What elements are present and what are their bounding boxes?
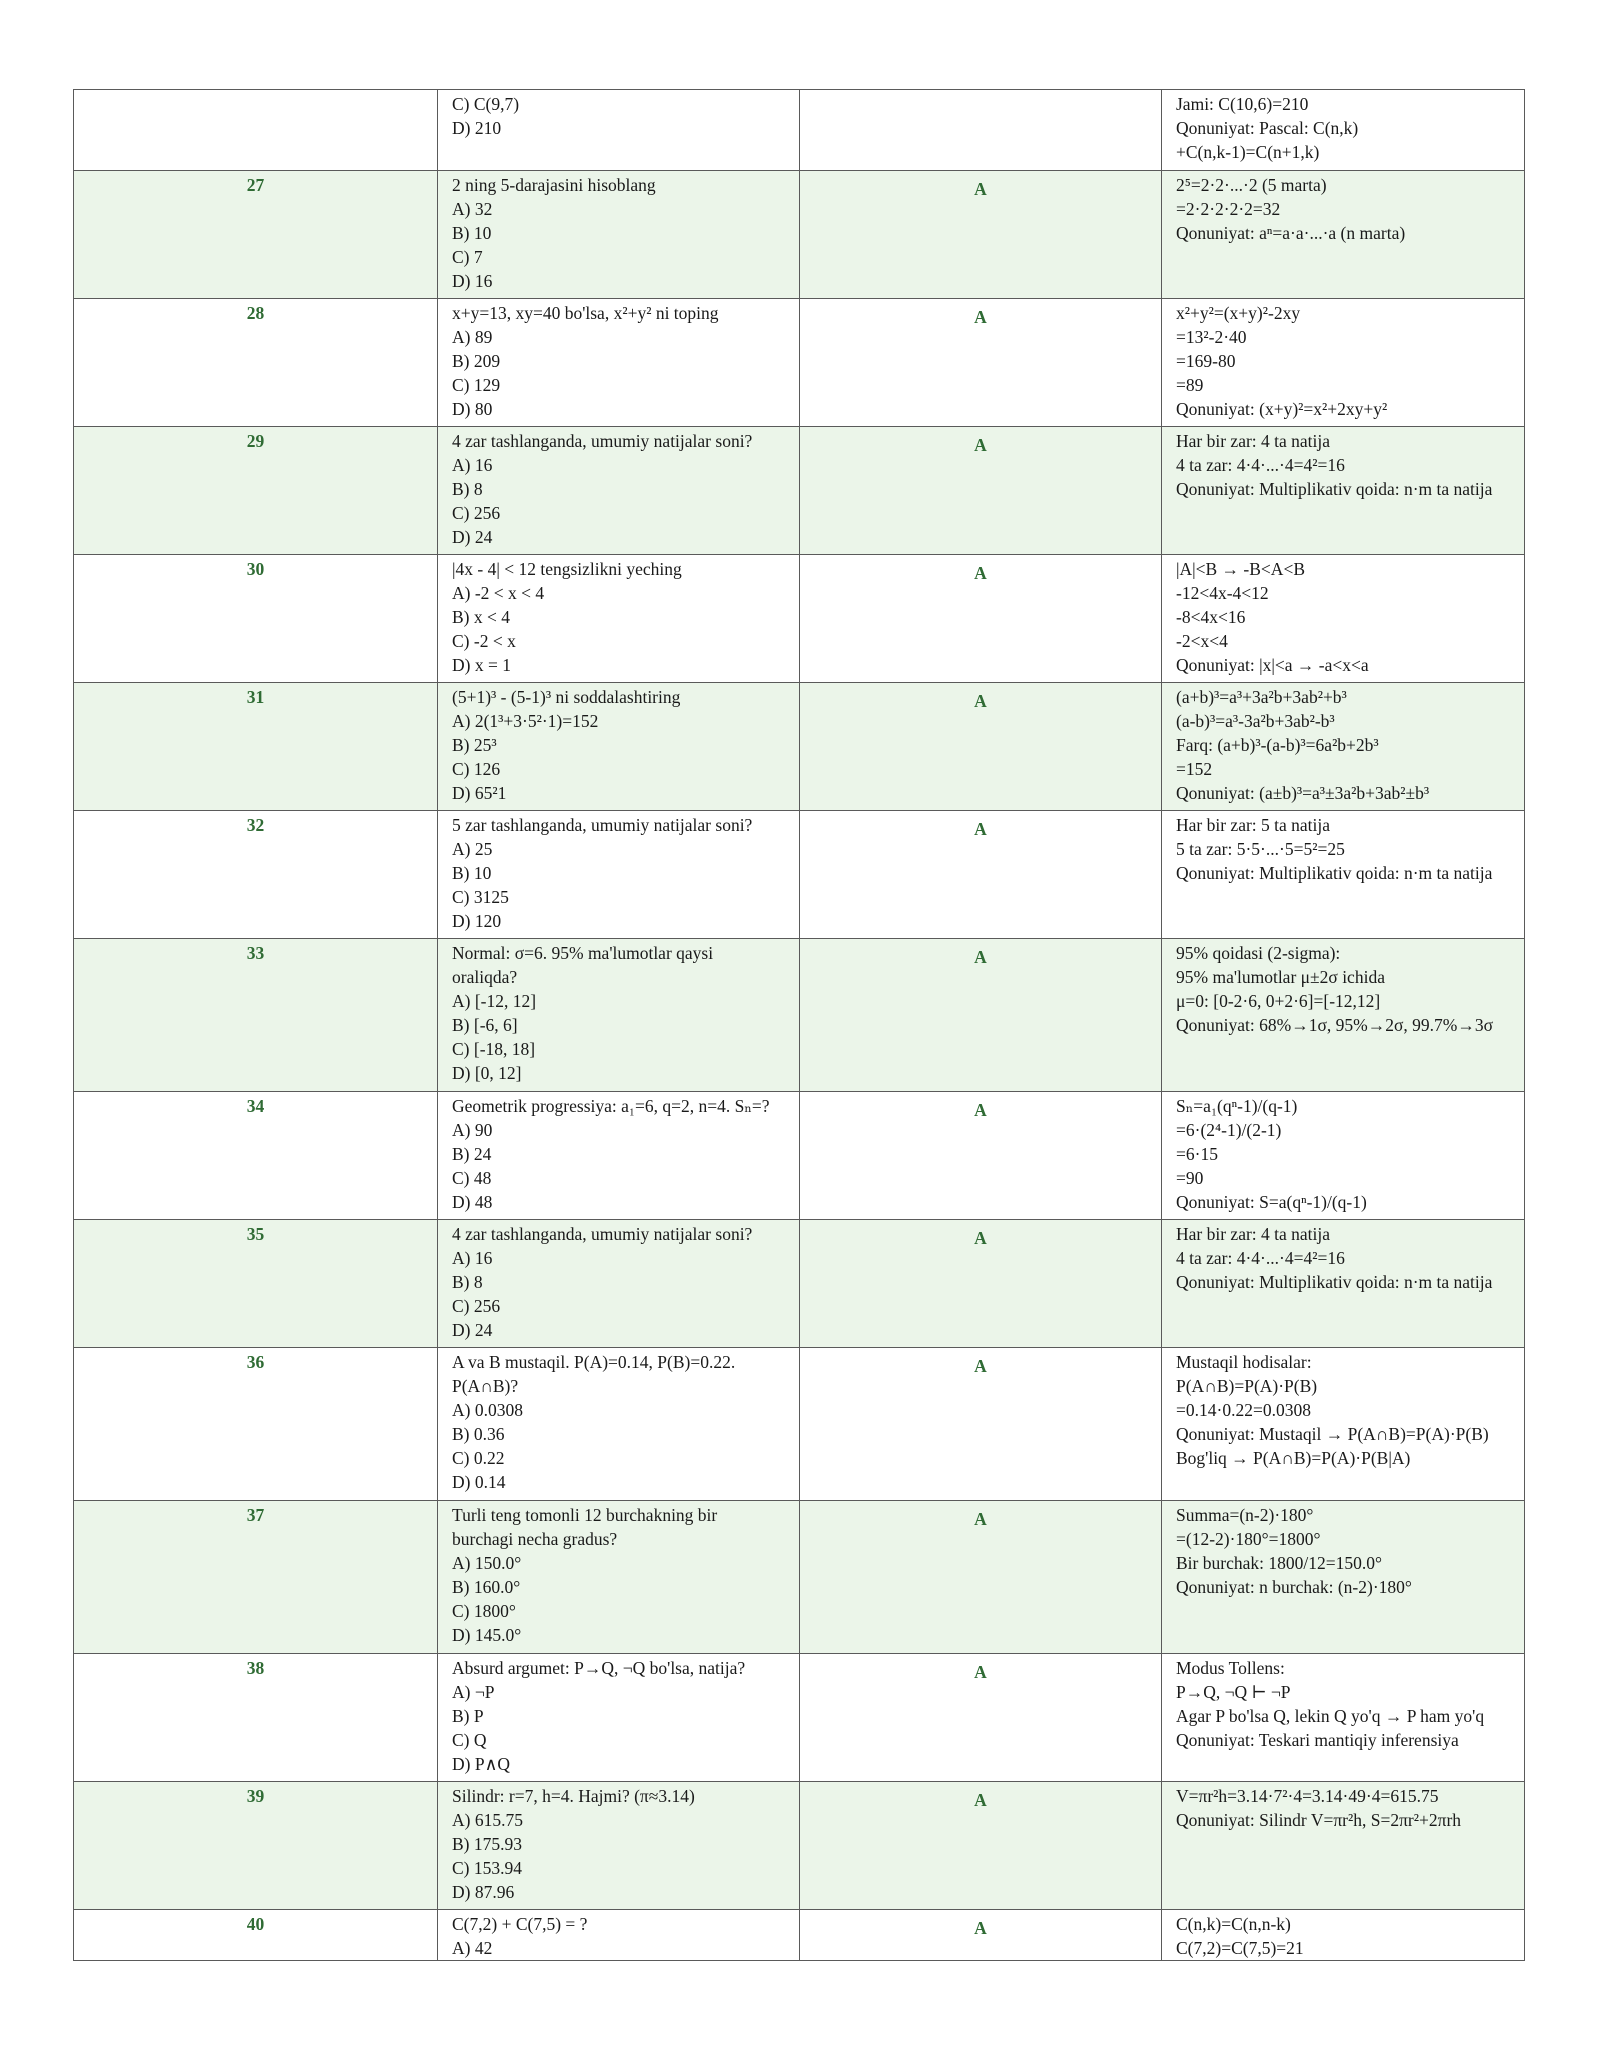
explanation-line: Har bir zar: 4 ta natija xyxy=(1176,1224,1331,1244)
correct-answer: A xyxy=(800,1220,1162,1348)
question-number: 40 xyxy=(74,1910,438,1961)
question-line: B) [-6, 6] xyxy=(452,1015,518,1035)
table-row xyxy=(74,555,1525,683)
explanation-line: =90 xyxy=(1176,1168,1204,1188)
explanation-cell xyxy=(1162,1348,1525,1501)
explanation-line: V=πr²h=3.14·7²·4=3.14·49·4=615.75 xyxy=(1176,1786,1439,1806)
question-line: C) 3125 xyxy=(452,887,509,907)
question-line: B) 10 xyxy=(452,863,492,883)
question-line: A) -2 < x < 4 xyxy=(452,583,545,603)
table-row xyxy=(74,427,1525,555)
question-line: A) 0.0308 xyxy=(452,1400,523,1420)
question-line: A) 150.0° xyxy=(452,1553,522,1573)
question-text: 4 zar tashlanganda, umumiy natijalar soni? xyxy=(452,1224,753,1244)
explanation-line: Qonuniyat: aⁿ=a·a·...·a (n marta) xyxy=(1176,223,1406,243)
question-line: B) P xyxy=(452,1706,484,1726)
explanation-line: (a+b)³=a³+3a²b+3ab²+b³ xyxy=(1176,687,1347,707)
correct-answer: A xyxy=(800,811,1162,939)
question-cell xyxy=(438,683,800,811)
question-line: B) 10 xyxy=(452,223,492,243)
correct-answer: A xyxy=(800,939,1162,1092)
question-line: A) 89 xyxy=(452,327,493,347)
table-row xyxy=(74,811,1525,939)
question-text: x+y=13, xy=40 bo'lsa, x²+y² ni toping xyxy=(452,303,719,323)
question-line: A) 25 xyxy=(452,839,493,859)
question-line: D) P∧Q xyxy=(452,1754,511,1774)
table-row xyxy=(74,939,1525,1092)
explanation-cell xyxy=(1162,683,1525,811)
explanation-line: =152 xyxy=(1176,759,1213,779)
explanation-line: =(12-2)·180°=1800° xyxy=(1176,1529,1321,1549)
table-row xyxy=(74,299,1525,427)
explanation-line: Qonuniyat: Pascal: C(n,k) xyxy=(1176,118,1359,138)
explanation-line: |A|<B → -B<A<B xyxy=(1176,559,1305,579)
explanation-line: 4 ta zar: 4·4·...·4=4²=16 xyxy=(1176,1248,1345,1268)
explanation-line: -12<4x-4<12 xyxy=(1176,583,1269,603)
explanation-line: Summa=(n-2)·180° xyxy=(1176,1505,1314,1525)
explanation-line: x²+y²=(x+y)²-2xy xyxy=(1176,303,1301,323)
question-line: oraliqda? xyxy=(452,967,518,987)
explanation-cell xyxy=(1162,1782,1525,1910)
explanation-line: Bog'liq → P(A∩B)=P(A)·P(B|A) xyxy=(1176,1448,1411,1468)
question-line: B) 8 xyxy=(452,479,483,499)
question-line: A) ¬P xyxy=(452,1682,495,1702)
question-line: C) -2 < x xyxy=(452,631,516,651)
question-number: 37 xyxy=(74,1501,438,1654)
question-line: P(A∩B)? xyxy=(452,1376,519,1396)
explanation-line: (a-b)³=a³-3a²b+3ab²-b³ xyxy=(1176,711,1335,731)
question-cell xyxy=(438,1654,800,1782)
question-text: Silindr: r=7, h=4. Hajmi? (π≈3.14) xyxy=(452,1786,695,1806)
question-line: A) 615.75 xyxy=(452,1810,523,1830)
question-cell xyxy=(438,555,800,683)
explanation-line: Farq: (a+b)³-(a-b)³=6a²b+2b³ xyxy=(1176,735,1379,755)
explanation-line: =0.14·0.22=0.0308 xyxy=(1176,1400,1311,1420)
question-cell xyxy=(438,90,800,171)
explanation-line: =6·(2⁴-1)/(2-1) xyxy=(1176,1120,1282,1140)
question-number: 39 xyxy=(74,1782,438,1910)
question-line: B) 209 xyxy=(452,351,501,371)
explanation-cell xyxy=(1162,939,1525,1092)
table-row xyxy=(74,171,1525,299)
question-cell xyxy=(438,811,800,939)
question-line: D) 87.96 xyxy=(452,1882,515,1902)
explanation-line: =89 xyxy=(1176,375,1204,395)
explanation-line: Qonuniyat: Teskari mantiqiy inferensiya xyxy=(1176,1730,1459,1750)
correct-answer: A xyxy=(800,1654,1162,1782)
table-row xyxy=(74,683,1525,811)
question-line: D) 16 xyxy=(452,271,493,291)
explanation-line: Qonuniyat: Multiplikativ qoida: n·m ta natija xyxy=(1176,479,1493,499)
question-text: Turli teng tomonli 12 burchakning bir xyxy=(452,1505,718,1525)
explanation-line: Modus Tollens: xyxy=(1176,1658,1285,1678)
question-line: D) 65²1 xyxy=(452,783,507,803)
question-line: B) 24 xyxy=(452,1144,492,1164)
explanation-line: Qonuniyat: n burchak: (n-2)·180° xyxy=(1176,1577,1412,1597)
question-cell xyxy=(438,1501,800,1654)
question-line: B) 8 xyxy=(452,1272,483,1292)
question-line: B) 25³ xyxy=(452,735,497,755)
table-row xyxy=(74,1654,1525,1782)
question-text: 4 zar tashlanganda, umumiy natijalar soni? xyxy=(452,431,753,451)
question-cell xyxy=(438,299,800,427)
question-line: D) 48 xyxy=(452,1192,493,1212)
question-cell xyxy=(438,1782,800,1910)
explanation-line: P→Q, ¬Q ⊢ ¬P xyxy=(1176,1682,1291,1702)
explanation-line: μ=0: [0-2·6, 0+2·6]=[-12,12] xyxy=(1176,991,1381,1011)
explanation-line: 5 ta zar: 5·5·...·5=5²=25 xyxy=(1176,839,1345,859)
question-line: D) 24 xyxy=(452,1320,493,1340)
correct-answer: A xyxy=(800,683,1162,811)
question-line: burchagi necha gradus? xyxy=(452,1529,618,1549)
explanation-line: +C(n,k-1)=C(n+1,k) xyxy=(1176,142,1320,162)
explanation-line: 95% qoidasi (2-sigma): xyxy=(1176,943,1341,963)
explanation-cell xyxy=(1162,1654,1525,1782)
question-line: B) 175.93 xyxy=(452,1834,522,1854)
question-line: A) 16 xyxy=(452,1248,493,1268)
explanation-cell xyxy=(1162,1092,1525,1220)
explanation-line: Har bir zar: 4 ta natija xyxy=(1176,431,1331,451)
explanation-cell xyxy=(1162,427,1525,555)
question-text: Geometrik progressiya: a₁=6, q=2, n=4. Sₙ=? xyxy=(452,1096,770,1116)
correct-answer: A xyxy=(800,1501,1162,1654)
question-line: C) Q xyxy=(452,1730,487,1750)
correct-answer: A xyxy=(800,555,1162,683)
explanation-line: 95% ma'lumotlar μ±2σ ichida xyxy=(1176,967,1385,987)
question-line: C) 1800° xyxy=(452,1601,516,1621)
correct-answer: A xyxy=(800,171,1162,299)
question-line: B) 160.0° xyxy=(452,1577,521,1597)
explanation-cell xyxy=(1162,90,1525,171)
explanation-line: P(A∩B)=P(A)·P(B) xyxy=(1176,1376,1318,1396)
question-line: A) 32 xyxy=(452,199,493,219)
question-line: C) 126 xyxy=(452,759,501,779)
question-cell xyxy=(438,1348,800,1501)
table-row xyxy=(74,1348,1525,1501)
question-text: Absurd argumet: P→Q, ¬Q bo'lsa, natija? xyxy=(452,1658,746,1678)
explanation-line: Qonuniyat: 68%→1σ, 95%→2σ, 99.7%→3σ xyxy=(1176,1015,1494,1035)
correct-answer: A xyxy=(800,299,1162,427)
question-line: D) [0, 12] xyxy=(452,1063,522,1083)
explanation-line: 2⁵=2·2·...·2 (5 marta) xyxy=(1176,175,1327,195)
explanation-line: Qonuniyat: Mustaqil → P(A∩B)=P(A)·P(B) xyxy=(1176,1424,1489,1444)
question-text: (5+1)³ - (5-1)³ ni soddalashtiring xyxy=(452,687,681,707)
question-line: D) 120 xyxy=(452,911,502,931)
explanation-cell xyxy=(1162,1910,1525,1961)
correct-answer: A xyxy=(800,427,1162,555)
question-line: C) 256 xyxy=(452,503,501,523)
question-line: D) 0.14 xyxy=(452,1472,506,1492)
question-line: A) 2(1³+3·5²·1)=152 xyxy=(452,711,599,731)
explanation-line: Qonuniyat: Multiplikativ qoida: n·m ta natija xyxy=(1176,863,1493,883)
explanation-line: Qonuniyat: S=a(qⁿ-1)/(q-1) xyxy=(1176,1192,1367,1212)
question-line: D) 24 xyxy=(452,527,493,547)
explanation-line: =2·2·2·2·2=32 xyxy=(1176,199,1281,219)
table-row xyxy=(74,1092,1525,1220)
correct-answer: A xyxy=(800,1348,1162,1501)
explanation-line: 4 ta zar: 4·4·...·4=4²=16 xyxy=(1176,455,1345,475)
explanation-line: Qonuniyat: (x+y)²=x²+2xy+y² xyxy=(1176,399,1388,419)
question-text: C(7,2) + C(7,5) = ? xyxy=(452,1914,588,1934)
question-line: A) 42 xyxy=(452,1938,493,1958)
correct-answer: A xyxy=(800,1782,1162,1910)
explanation-line: Sₙ=a₁(qⁿ-1)/(q-1) xyxy=(1176,1096,1298,1116)
question-number: 33 xyxy=(74,939,438,1092)
correct-answer xyxy=(800,90,1162,171)
question-text: C) C(9,7) xyxy=(452,94,520,114)
explanation-line: Qonuniyat: Silindr V=πr²h, S=2πr²+2πrh xyxy=(1176,1810,1462,1830)
explanation-cell xyxy=(1162,299,1525,427)
explanation-line: -8<4x<16 xyxy=(1176,607,1246,627)
question-number: 36 xyxy=(74,1348,438,1501)
question-line: D) 145.0° xyxy=(452,1625,522,1645)
table-row xyxy=(74,1910,1525,1961)
table-row xyxy=(74,90,1525,171)
explanation-line: =169-80 xyxy=(1176,351,1236,371)
correct-answer: A xyxy=(800,1910,1162,1961)
question-cell xyxy=(438,171,800,299)
explanation-cell xyxy=(1162,1501,1525,1654)
explanation-cell xyxy=(1162,171,1525,299)
question-line: C) [-18, 18] xyxy=(452,1039,536,1059)
table-row xyxy=(74,1501,1525,1654)
question-cell xyxy=(438,1092,800,1220)
explanation-line: C(7,2)=C(7,5)=21 xyxy=(1176,1938,1304,1958)
question-line: C) 256 xyxy=(452,1296,501,1316)
question-number: 30 xyxy=(74,555,438,683)
explanation-line: -2<x<4 xyxy=(1176,631,1228,651)
question-line: C) 153.94 xyxy=(452,1858,522,1878)
explanation-line: Qonuniyat: Multiplikativ qoida: n·m ta natija xyxy=(1176,1272,1493,1292)
question-line: D) 210 xyxy=(452,118,502,138)
question-number: 29 xyxy=(74,427,438,555)
explanation-line: Har bir zar: 5 ta natija xyxy=(1176,815,1331,835)
question-cell xyxy=(438,1220,800,1348)
question-line: B) x < 4 xyxy=(452,607,510,627)
question-number: 31 xyxy=(74,683,438,811)
question-text: A va B mustaqil. P(A)=0.14, P(B)=0.22. xyxy=(452,1352,736,1372)
explanation-cell xyxy=(1162,1220,1525,1348)
question-number: 27 xyxy=(74,171,438,299)
question-line: A) [-12, 12] xyxy=(452,991,537,1011)
question-cell xyxy=(438,1910,800,1961)
question-text: 2 ning 5-darajasini hisoblang xyxy=(452,175,656,195)
question-cell xyxy=(438,939,800,1092)
question-cell xyxy=(438,427,800,555)
question-line: C) 48 xyxy=(452,1168,492,1188)
question-line: C) 0.22 xyxy=(452,1448,505,1468)
question-line: A) 90 xyxy=(452,1120,493,1140)
correct-answer: A xyxy=(800,1092,1162,1220)
question-number: 32 xyxy=(74,811,438,939)
explanation-line: Mustaqil hodisalar: xyxy=(1176,1352,1312,1372)
explanation-line: Qonuniyat: (a±b)³=a³±3a²b+3ab²±b³ xyxy=(1176,783,1430,803)
question-number: 28 xyxy=(74,299,438,427)
explanation-line: C(n,k)=C(n,n-k) xyxy=(1176,1914,1291,1934)
question-line: D) x = 1 xyxy=(452,655,511,675)
question-text: 5 zar tashlanganda, umumiy natijalar soni? xyxy=(452,815,753,835)
explanation-line: Qonuniyat: |x|<a → -a<x<a xyxy=(1176,655,1369,675)
table-row xyxy=(74,1782,1525,1910)
explanation-line: Jami: C(10,6)=210 xyxy=(1176,94,1309,114)
question-line: D) 80 xyxy=(452,399,493,419)
question-number: 35 xyxy=(74,1220,438,1348)
explanation-line: Agar P bo'lsa Q, lekin Q yo'q → P ham yo'q xyxy=(1176,1706,1485,1726)
question-line: C) 129 xyxy=(452,375,501,395)
question-number xyxy=(74,90,438,171)
question-line: A) 16 xyxy=(452,455,493,475)
explanation-cell xyxy=(1162,555,1525,683)
question-number: 38 xyxy=(74,1654,438,1782)
explanation-line: Bir burchak: 1800/12=150.0° xyxy=(1176,1553,1382,1573)
question-text: |4x - 4| < 12 tengsizlikni yeching xyxy=(452,559,682,579)
table-row xyxy=(74,1220,1525,1348)
question-line: B) 0.36 xyxy=(452,1424,505,1444)
explanation-line: =6·15 xyxy=(1176,1144,1218,1164)
answer-table xyxy=(73,89,1525,1961)
explanation-line: =13²-2·40 xyxy=(1176,327,1247,347)
explanation-cell xyxy=(1162,811,1525,939)
question-number: 34 xyxy=(74,1092,438,1220)
question-line: C) 7 xyxy=(452,247,483,267)
question-text: Normal: σ=6. 95% ma'lumotlar qaysi xyxy=(452,943,714,963)
